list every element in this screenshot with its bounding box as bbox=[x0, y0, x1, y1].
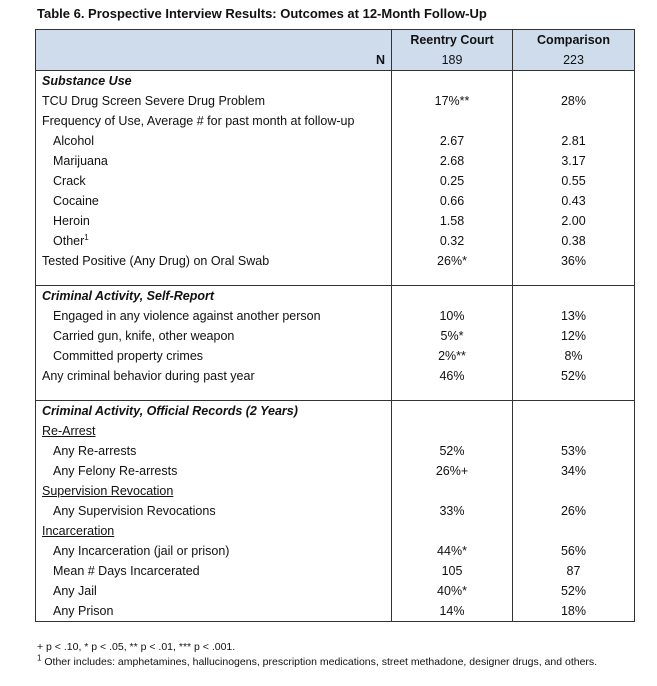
section-heading-row bbox=[36, 286, 635, 307]
subsection-heading: Re-Arrest bbox=[36, 421, 392, 441]
row-label: Engaged in any violence against another person bbox=[36, 306, 392, 326]
table-row bbox=[36, 581, 635, 601]
footnote-marker: 1 bbox=[37, 653, 42, 663]
table-row bbox=[36, 111, 635, 131]
reentry-value: 26%+ bbox=[392, 461, 513, 481]
reentry-value: 26%* bbox=[392, 251, 513, 271]
reentry-value: 52% bbox=[392, 441, 513, 461]
comparison-value: 56% bbox=[513, 541, 635, 561]
comparison-value: 52% bbox=[513, 581, 635, 601]
column-header-row bbox=[36, 30, 635, 51]
reentry-value: 10% bbox=[392, 306, 513, 326]
reentry-value: 0.25 bbox=[392, 171, 513, 191]
reentry-value: 33% bbox=[392, 501, 513, 521]
table-row bbox=[36, 171, 635, 191]
n-comparison: 223 bbox=[513, 50, 635, 71]
row-label: Frequency of Use, Average # for past month at follow-up bbox=[36, 111, 392, 131]
comparison-value: 12% bbox=[513, 326, 635, 346]
comparison-value: 53% bbox=[513, 441, 635, 461]
table-row bbox=[36, 231, 635, 251]
comparison-value: 2.81 bbox=[513, 131, 635, 151]
comparison-value: 8% bbox=[513, 346, 635, 366]
header-comparison: Comparison bbox=[513, 30, 635, 51]
other-label: Other bbox=[53, 234, 85, 248]
row-label: Any Incarceration (jail or prison) bbox=[36, 541, 392, 561]
header-blank bbox=[36, 30, 392, 51]
comparison-value: 2.00 bbox=[513, 211, 635, 231]
reentry-value: 46% bbox=[392, 366, 513, 386]
reentry-value: 40%* bbox=[392, 581, 513, 601]
reentry-value: 2.67 bbox=[392, 131, 513, 151]
row-label: Committed property crimes bbox=[36, 346, 392, 366]
subsection-heading: Incarceration bbox=[36, 521, 392, 541]
subsection-row bbox=[36, 521, 635, 541]
table-row bbox=[36, 131, 635, 151]
table-row bbox=[36, 441, 635, 461]
row-label: Any criminal behavior during past year bbox=[36, 366, 392, 386]
table-row bbox=[36, 366, 635, 386]
other-footnote-text: Other includes: amphetamines, hallucinogens, prescription medications, street methadone, designer drugs, and others. bbox=[41, 656, 598, 668]
row-label: TCU Drug Screen Severe Drug Problem bbox=[36, 91, 392, 111]
comparison-value: 0.55 bbox=[513, 171, 635, 191]
row-label: Any Prison bbox=[36, 601, 392, 622]
section-heading: Substance Use bbox=[36, 71, 392, 92]
row-label: Carried gun, knife, other weapon bbox=[36, 326, 392, 346]
comparison-value: 13% bbox=[513, 306, 635, 326]
n-label: N bbox=[36, 50, 392, 71]
section-heading: Criminal Activity, Official Records (2 Years) bbox=[36, 401, 392, 422]
reentry-value: 105 bbox=[392, 561, 513, 581]
table-title: Table 6. Prospective Interview Results: Outcomes at 12-Month Follow-Up bbox=[37, 6, 487, 21]
table-row bbox=[36, 306, 635, 326]
section-heading: Criminal Activity, Self-Report bbox=[36, 286, 392, 307]
comparison-value: 18% bbox=[513, 601, 635, 622]
row-label: Any Felony Re-arrests bbox=[36, 461, 392, 481]
table-row bbox=[36, 251, 635, 271]
other-footnote bbox=[37, 655, 637, 670]
table-row bbox=[36, 561, 635, 581]
subsection-row bbox=[36, 481, 635, 501]
spacer-row bbox=[36, 386, 635, 401]
reentry-value: 14% bbox=[392, 601, 513, 622]
table-row bbox=[36, 211, 635, 231]
row-label bbox=[36, 231, 392, 251]
reentry-value: 2.68 bbox=[392, 151, 513, 171]
comparison-value: 0.43 bbox=[513, 191, 635, 211]
table-row bbox=[36, 501, 635, 521]
row-label: Any Re-arrests bbox=[36, 441, 392, 461]
comparison-value: 52% bbox=[513, 366, 635, 386]
table-row bbox=[36, 151, 635, 171]
comparison-value: 3.17 bbox=[513, 151, 635, 171]
reentry-value: 5%* bbox=[392, 326, 513, 346]
reentry-value: 0.66 bbox=[392, 191, 513, 211]
row-label: Marijuana bbox=[36, 151, 392, 171]
row-label: Cocaine bbox=[36, 191, 392, 211]
reentry-value: 17%** bbox=[392, 91, 513, 111]
footnote-marker: 1 bbox=[84, 232, 89, 242]
reentry-value: 1.58 bbox=[392, 211, 513, 231]
outcomes-table bbox=[35, 29, 635, 622]
table-row bbox=[36, 191, 635, 211]
comparison-value: 0.38 bbox=[513, 231, 635, 251]
n-row bbox=[36, 50, 635, 71]
subsection-heading: Supervision Revocation bbox=[36, 481, 392, 501]
row-label: Tested Positive (Any Drug) on Oral Swab bbox=[36, 251, 392, 271]
table-row bbox=[36, 346, 635, 366]
reentry-value: 2%** bbox=[392, 346, 513, 366]
section-heading-row bbox=[36, 71, 635, 92]
table-row bbox=[36, 461, 635, 481]
subsection-row bbox=[36, 421, 635, 441]
table-row bbox=[36, 601, 635, 622]
table-row bbox=[36, 326, 635, 346]
row-label: Heroin bbox=[36, 211, 392, 231]
table-row bbox=[36, 91, 635, 111]
significance-footnote: + p < .10, * p < .05, ** p < .01, *** p < .001. bbox=[37, 641, 236, 653]
section-heading-row bbox=[36, 401, 635, 422]
reentry-value: 44%* bbox=[392, 541, 513, 561]
row-label: Crack bbox=[36, 171, 392, 191]
comparison-value: 34% bbox=[513, 461, 635, 481]
comparison-value: 87 bbox=[513, 561, 635, 581]
table-row bbox=[36, 541, 635, 561]
header-reentry: Reentry Court bbox=[392, 30, 513, 51]
comparison-value: 36% bbox=[513, 251, 635, 271]
comparison-value: 26% bbox=[513, 501, 635, 521]
row-label: Mean # Days Incarcerated bbox=[36, 561, 392, 581]
row-label: Alcohol bbox=[36, 131, 392, 151]
row-label: Any Supervision Revocations bbox=[36, 501, 392, 521]
comparison-value: 28% bbox=[513, 91, 635, 111]
n-reentry: 189 bbox=[392, 50, 513, 71]
spacer-row bbox=[36, 271, 635, 286]
reentry-value: 0.32 bbox=[392, 231, 513, 251]
row-label: Any Jail bbox=[36, 581, 392, 601]
